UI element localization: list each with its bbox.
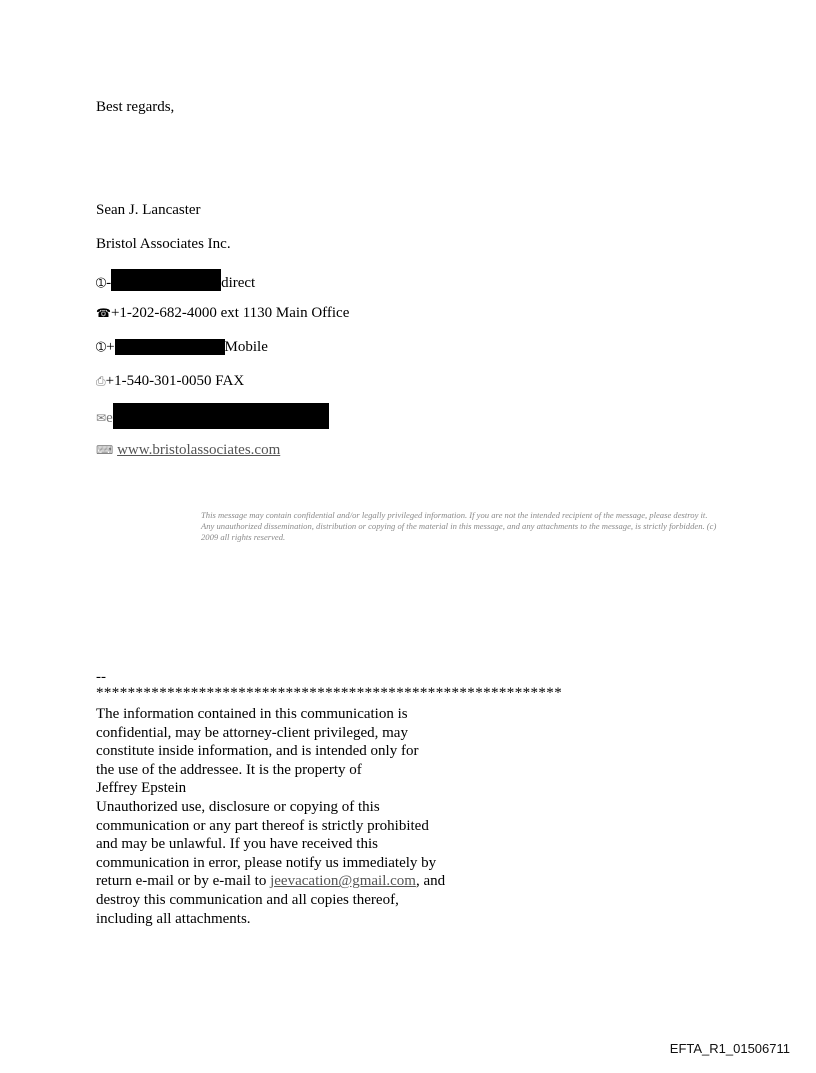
disclaimer-line: including all attachments. (96, 910, 251, 927)
email-link[interactable]: jeevacation@gmail.com (270, 873, 416, 890)
disclaimer-line: The information contained in this communication is (96, 706, 408, 722)
disclaimer-line: Jeffrey Epstein (96, 780, 187, 797)
disclaimer-line: communication or any part thereof is strictly prohibited (96, 817, 429, 834)
telephone-icon: ☎ (96, 306, 111, 320)
signature-name: Sean J. Lancaster (96, 202, 201, 218)
disclaimer-email-suffix: , and (415, 873, 446, 890)
signature-company: Bristol Associates Inc. (96, 236, 231, 252)
fax-icon: ⎙ (96, 374, 106, 388)
mobile-phone-line (96, 338, 268, 356)
disclaimer-line: Unauthorized use, disclosure or copying of this (96, 798, 380, 815)
disclaimer-line: the use of the addressee. It is the property of (96, 761, 362, 778)
mobile-label: Mobile (224, 339, 268, 355)
disclaimer-email-prefix: return e-mail or by e-mail to (96, 873, 271, 890)
website-line (96, 441, 280, 459)
mobile-phone-icon: ➀ (96, 276, 107, 290)
disclaimer-line: communication in error, please notify us immediately by (96, 854, 437, 871)
computer-icon: ⌨ (96, 443, 114, 457)
main-office-line (96, 304, 349, 322)
mobile-prefix: + (106, 339, 115, 355)
disclaimer-email-line (96, 872, 496, 891)
closing-text: Best regards, (96, 99, 175, 115)
separator-dashes: -- (96, 669, 106, 685)
envelope-icon: ✉ (96, 411, 107, 425)
fax-text: +1-540-301-0050 FAX (105, 373, 245, 389)
redaction-bar (111, 269, 221, 291)
main-office-text: +1-202-682-4000 ext 1130 Main Office (110, 305, 350, 321)
direct-label: direct (221, 275, 256, 291)
direct-prefix: - (106, 275, 112, 291)
disclaimer-line: constitute inside information, and is intended only for (96, 743, 419, 760)
document-id: EFTA_R1_01506711 (669, 1041, 790, 1056)
confidentiality-notice: This message may contain confidential and/or legally privileged information. If you are not the intended recipient of the message, please destroy it. Any unauthorized dissemination, distribution or copying of the material in this message, and any attachments to the message, is strictly forbidden. (c) 2009 all rights reserved. (201, 510, 717, 542)
email-line (96, 403, 329, 429)
separator-stars: *********************************************************** (96, 685, 563, 701)
redaction-bar (115, 339, 225, 355)
redaction-bar (113, 403, 329, 429)
direct-phone-line (96, 269, 255, 292)
disclaimer-line: destroy this communication and all copies thereof, (96, 891, 399, 908)
fax-line (96, 372, 244, 390)
disclaimer-line: confidential, may be attorney-client privileged, may (96, 724, 408, 741)
legal-disclaimer (96, 705, 496, 928)
website-link[interactable]: www.bristolassociates.com (117, 442, 281, 458)
email-prefix: e (106, 410, 113, 426)
disclaimer-line: and may be unlawful. If you have received this (96, 836, 378, 853)
mobile-phone-icon: ➀ (96, 340, 107, 354)
